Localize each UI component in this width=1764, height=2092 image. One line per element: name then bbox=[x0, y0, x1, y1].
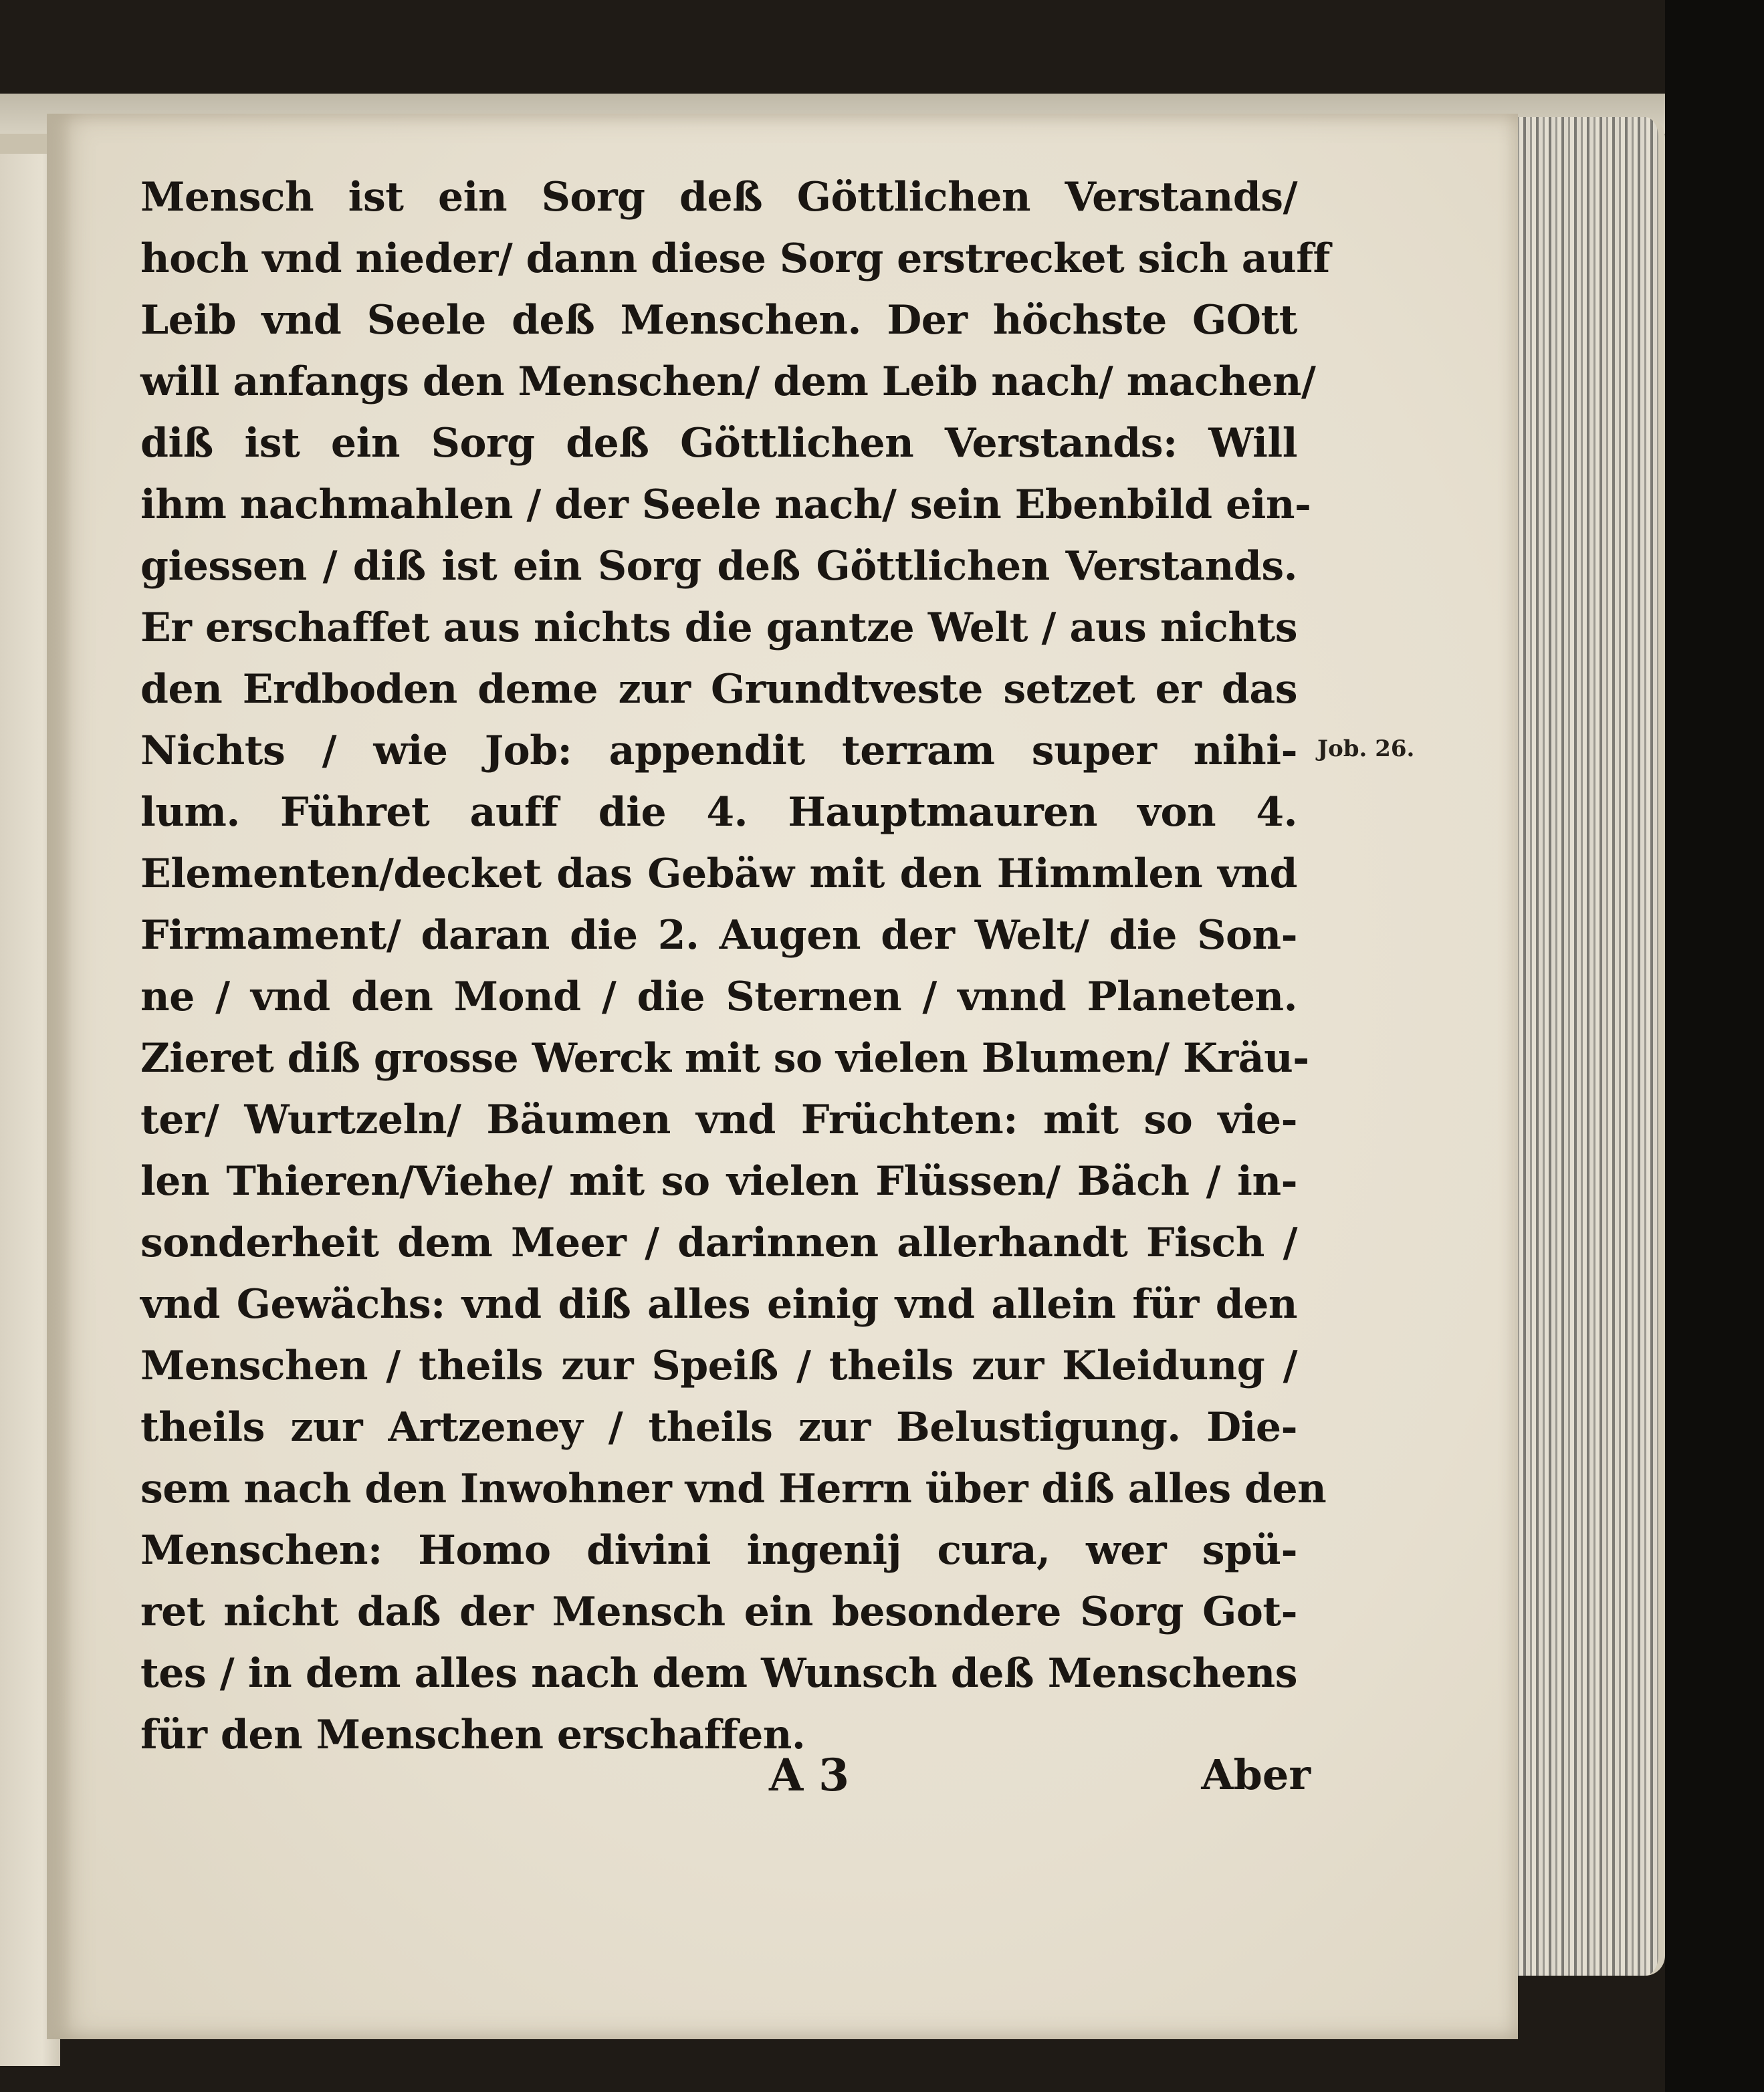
text-line: Menschen / theils zur Speiß / theils zur Kleidung / bbox=[140, 1343, 1297, 1389]
text-line: tes / in dem alles nach dem Wunsch deß Menschens bbox=[140, 1650, 1297, 1697]
text-line: theils zur Artzeney / theils zur Belustigung. Die- bbox=[140, 1404, 1297, 1451]
text-line: Leib vnd Seele deß Menschen. Der höchste GOtt bbox=[140, 297, 1297, 344]
text-line: will anfangs den Menschen/ dem Leib nach/ machen/ bbox=[140, 358, 1316, 405]
catchword: Aber bbox=[1201, 1750, 1311, 1799]
text-line: lum. Führet auff die 4. Hauptmauren von 4. bbox=[140, 789, 1297, 836]
text-line: ne / vnd den Mond / die Sternen / vnnd Planeten. bbox=[140, 973, 1297, 1020]
background-right bbox=[1665, 0, 1764, 2092]
text-line: len Thieren/Viehe/ mit so vielen Flüssen/ Bäch / in- bbox=[140, 1158, 1297, 1205]
page-gutter bbox=[47, 114, 72, 2039]
margin-note: Job. 26. bbox=[1317, 735, 1415, 762]
text-line: Nichts / wie Job: appendit terram super nihi- bbox=[140, 727, 1297, 774]
text-line: giessen / diß ist ein Sorg deß Göttlichen Verstands. bbox=[140, 543, 1297, 590]
text-line: diß ist ein Sorg deß Göttlichen Verstands: Will bbox=[140, 420, 1297, 467]
text-line-last: für den Menschen erschaffen. bbox=[140, 1712, 806, 1758]
text-line: hoch vnd nieder/ dann diese Sorg erstrecket sich auff bbox=[140, 235, 1330, 282]
text-line: Zieret diß grosse Werck mit so vielen Blumen/ Kräu- bbox=[140, 1035, 1309, 1082]
page-stack-edge bbox=[1498, 117, 1665, 1976]
text-line: sem nach den Inwohner vnd Herrn über diß alles den bbox=[140, 1466, 1327, 1512]
text-line: den Erdboden deme zur Grundtveste setzet er das bbox=[140, 666, 1297, 713]
text-line: ret nicht daß der Mensch ein besondere Sorg Got- bbox=[140, 1589, 1297, 1635]
text-line: Er erschaffet aus nichts die gantze Welt / aus nichts bbox=[140, 604, 1297, 651]
text-line: ter/ Wurtzeln/ Bäumen vnd Früchten: mit so vie- bbox=[140, 1096, 1297, 1143]
text-line: Firmament/ daran die 2. Augen der Welt/ die Son- bbox=[140, 912, 1297, 959]
text-line: sonderheit dem Meer / darinnen allerhandt Fisch / bbox=[140, 1219, 1297, 1266]
text-line: ihm nachmahlen / der Seele nach/ sein Ebenbild ein- bbox=[140, 481, 1311, 528]
page-text-block bbox=[140, 170, 1330, 2036]
text-line: Menschen: Homo divini ingenij cura, wer spü- bbox=[140, 1527, 1297, 1574]
text-line: Mensch ist ein Sorg deß Göttlichen Verstands/ bbox=[140, 174, 1297, 221]
text-line: vnd Gewächs: vnd diß alles einig vnd allein für den bbox=[140, 1281, 1297, 1328]
text-line: Elementen/decket das Gebäw mit den Himmlen vnd bbox=[140, 850, 1297, 897]
signature-mark: A 3 bbox=[769, 1749, 850, 1801]
